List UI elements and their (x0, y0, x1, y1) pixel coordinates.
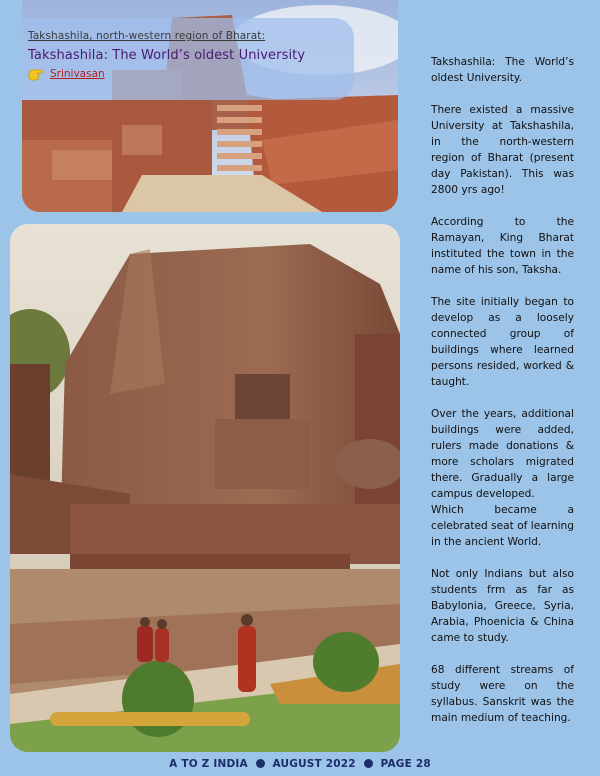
caption-title: Takshashila: The World’s oldest University (28, 48, 306, 63)
bullet-dot-icon (364, 759, 373, 768)
article-paragraph: According to the Ramayan, King Bharat instituted the town in the name of his son, Taksha. (431, 216, 574, 276)
page-footer (0, 758, 600, 770)
issue-date: AUGUST 2022 (272, 758, 356, 770)
magazine-name: A TO Z INDIA (169, 758, 248, 770)
caption-author (28, 67, 354, 81)
article-paragraph: The site initially began to develop as a loosely connected group of buildings where learned persons resided, worked & taught. (431, 296, 574, 388)
article-paragraph: There existed a massive University at Takshashila, in the north-western region of Bharat (present day Pakistan). This was 2800 yrs ago! (431, 104, 574, 196)
author-link[interactable]: Srinivasan (50, 68, 105, 80)
article-paragraph: Which became a celebrated seat of learning in the ancient World. (431, 504, 574, 548)
caption-region: Takshashila, north-western region of Bharat: (28, 30, 266, 42)
article-paragraph: 68 different streams of study were on the syllabus. Sanskrit was the main medium of teaching. (431, 664, 574, 724)
page-number: PAGE 28 (380, 758, 431, 770)
hand-pointing-icon (28, 67, 44, 81)
article-paragraph: Not only Indians but also students frm as far as Babylonia, Greece, Syria, Arabia, Phoenicia & China came to study. (431, 568, 574, 644)
stupa-ruins-photo (10, 224, 400, 752)
article-paragraph: Takshashila: The World’s oldest University. (431, 56, 574, 84)
photo-caption (22, 18, 354, 100)
article-text (431, 54, 574, 742)
bullet-dot-icon (256, 759, 265, 768)
article-paragraph: Over the years, additional buildings were added, rulers made donations & more scholars migrated there. Gradually a large campus developed. (431, 408, 574, 500)
